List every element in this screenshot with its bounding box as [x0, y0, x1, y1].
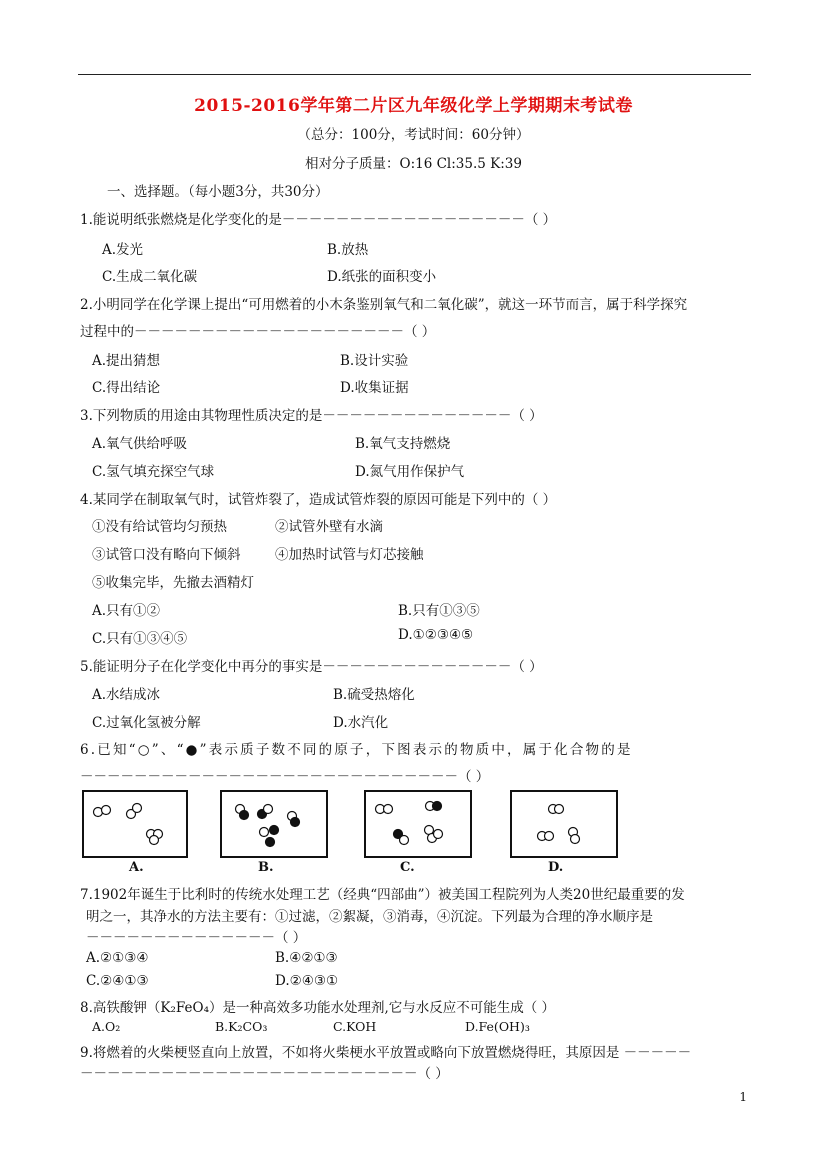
question-7: 7.1902年诞生于比利时的传统水处理工艺（经典“四部曲”）被美国工程院列为人类20世纪最重要的发 [80, 887, 685, 903]
question-9: 9.将燃着的火柴梗竖直向上放置，不如将火柴梗水平放置或略向下放置燃烧得旺，其原因是 －－－－－ [80, 1045, 692, 1061]
q5-option-b[interactable]: B.硫受热熔化 [333, 687, 415, 703]
q2-option-d[interactable]: D.收集证据 [340, 380, 409, 396]
q2-option-b[interactable]: B.设计实验 [340, 353, 409, 369]
question-9-cont: －－－－－－－－－－－－－－－－－－－－－－－－－（ ） [80, 1066, 449, 1082]
q5-option-d[interactable]: D.水汽化 [333, 715, 389, 731]
molecule-box-b [220, 790, 328, 858]
molecule-box-b-drawing [222, 792, 326, 856]
molecule-box-d-drawing [512, 792, 616, 856]
section-header: 一、选择题。（每小题3分，共30分） [107, 184, 329, 200]
q8-option-d[interactable]: D.Fe(OH)₃ [465, 1019, 530, 1034]
question-7-cont: 明之一，其净水的方法主要有：①过滤，②絮凝，③消毒，④沉淀。下列最为合理的净水顺序是 [86, 909, 653, 925]
q8-option-a[interactable]: A.O₂ [92, 1019, 121, 1034]
q3-option-d[interactable]: D.氮气用作保护气 [355, 464, 465, 480]
question-8: 8.高铁酸钾（K₂FeO₄）是一种高效多功能水处理剂,它与水反应不可能生成（ ） [80, 1000, 556, 1016]
q3-option-b[interactable]: B.氧气支持燃烧 [355, 436, 451, 452]
q8-option-b[interactable]: B.K₂CO₃ [215, 1019, 268, 1034]
page-number: 1 [739, 1090, 747, 1104]
header-rule [78, 74, 751, 75]
question-7-cont2: －－－－－－－－－－－－－－（ ） [86, 930, 307, 946]
q7-option-a[interactable]: A.②①③④ [86, 950, 149, 966]
question-5: 5.能证明分子在化学变化中再分的事实是－－－－－－－－－－－－－－（ ） [80, 659, 543, 675]
question-2: 2.小明同学在化学课上提出“可用燃着的小木条鉴别氧气和二氧化碳”，就这一环节而言，属于科学探究 [80, 297, 688, 313]
exam-title: 2015-2016学年第二片区九年级化学上学期期末考试卷 [194, 96, 633, 116]
q4-option-d[interactable]: D.①②③④⑤ [398, 627, 474, 643]
q4-reason-3: ③试管口没有略向下倾斜 [92, 547, 241, 563]
q1-option-d[interactable]: D.纸张的面积变小 [327, 269, 437, 285]
question-6: 6.已知“○”、“●”表示质子数不同的原子，下图表示的物质中，属于化合物的是 [80, 742, 633, 758]
q7-option-d[interactable]: D.②④③① [275, 973, 339, 989]
q2-option-c[interactable]: C.得出结论 [92, 380, 161, 396]
molecule-box-c [364, 790, 472, 858]
q7-option-c[interactable]: C.②④①③ [86, 973, 149, 989]
q8-option-c[interactable]: C.KOH [333, 1019, 377, 1034]
q4-option-b[interactable]: B.只有①③⑤ [398, 603, 480, 619]
q5-option-c[interactable]: C.过氧化氢被分解 [92, 715, 201, 731]
molecule-diagram [82, 790, 682, 880]
exam-subtitle: （总分：100分，考试时间：60分钟） [297, 127, 530, 143]
molecule-box-d [510, 790, 618, 858]
q4-reason-2: ②试管外壁有水滴 [275, 519, 383, 535]
molecule-box-a-drawing [84, 792, 186, 856]
q3-option-a[interactable]: A.氧气供给呼吸 [92, 436, 188, 452]
q7-option-b[interactable]: B.④②①③ [275, 950, 338, 966]
q4-reason-1: ①没有给试管均匀预热 [92, 519, 227, 535]
atomic-masses: 相对分子质量：O:16 Cl:35.5 K:39 [305, 156, 522, 172]
label-b: B. [258, 860, 274, 875]
label-d: D. [548, 860, 564, 875]
q1-option-b[interactable]: B.放热 [327, 242, 369, 258]
q4-option-a[interactable]: A.只有①② [92, 603, 161, 619]
q3-option-c[interactable]: C.氢气填充探空气球 [92, 464, 215, 480]
q4-option-c[interactable]: C.只有①③④⑤ [92, 631, 188, 647]
label-a: A. [129, 860, 144, 875]
q1-option-c[interactable]: C.生成二氧化碳 [102, 269, 198, 285]
molecule-box-c-drawing [366, 792, 470, 856]
question-2-cont: 过程中的－－－－－－－－－－－－－－－－－－－－（ ） [80, 324, 436, 340]
question-3: 3.下列物质的用途由其物理性质决定的是－－－－－－－－－－－－－－（ ） [80, 408, 543, 424]
q4-reason-4: ④加热时试管与灯芯接触 [275, 547, 424, 563]
q1-option-a[interactable]: A.发光 [102, 242, 144, 258]
molecule-box-a [82, 790, 188, 858]
question-1: 1.能说明纸张燃烧是化学变化的是－－－－－－－－－－－－－－－－－－（ ） [80, 212, 557, 228]
label-c: C. [400, 860, 415, 875]
q5-option-a[interactable]: A.水结成冰 [92, 687, 161, 703]
question-4: 4.某同学在制取氧气时，试管炸裂了，造成试管炸裂的原因可能是下列中的（ ） [80, 492, 557, 508]
q4-reason-5: ⑤收集完毕，先撤去酒精灯 [92, 575, 254, 591]
question-6-cont: －－－－－－－－－－－－－－－－－－－－－－－－－－－－（ ） [80, 769, 490, 785]
q2-option-a[interactable]: A.提出猜想 [92, 353, 161, 369]
